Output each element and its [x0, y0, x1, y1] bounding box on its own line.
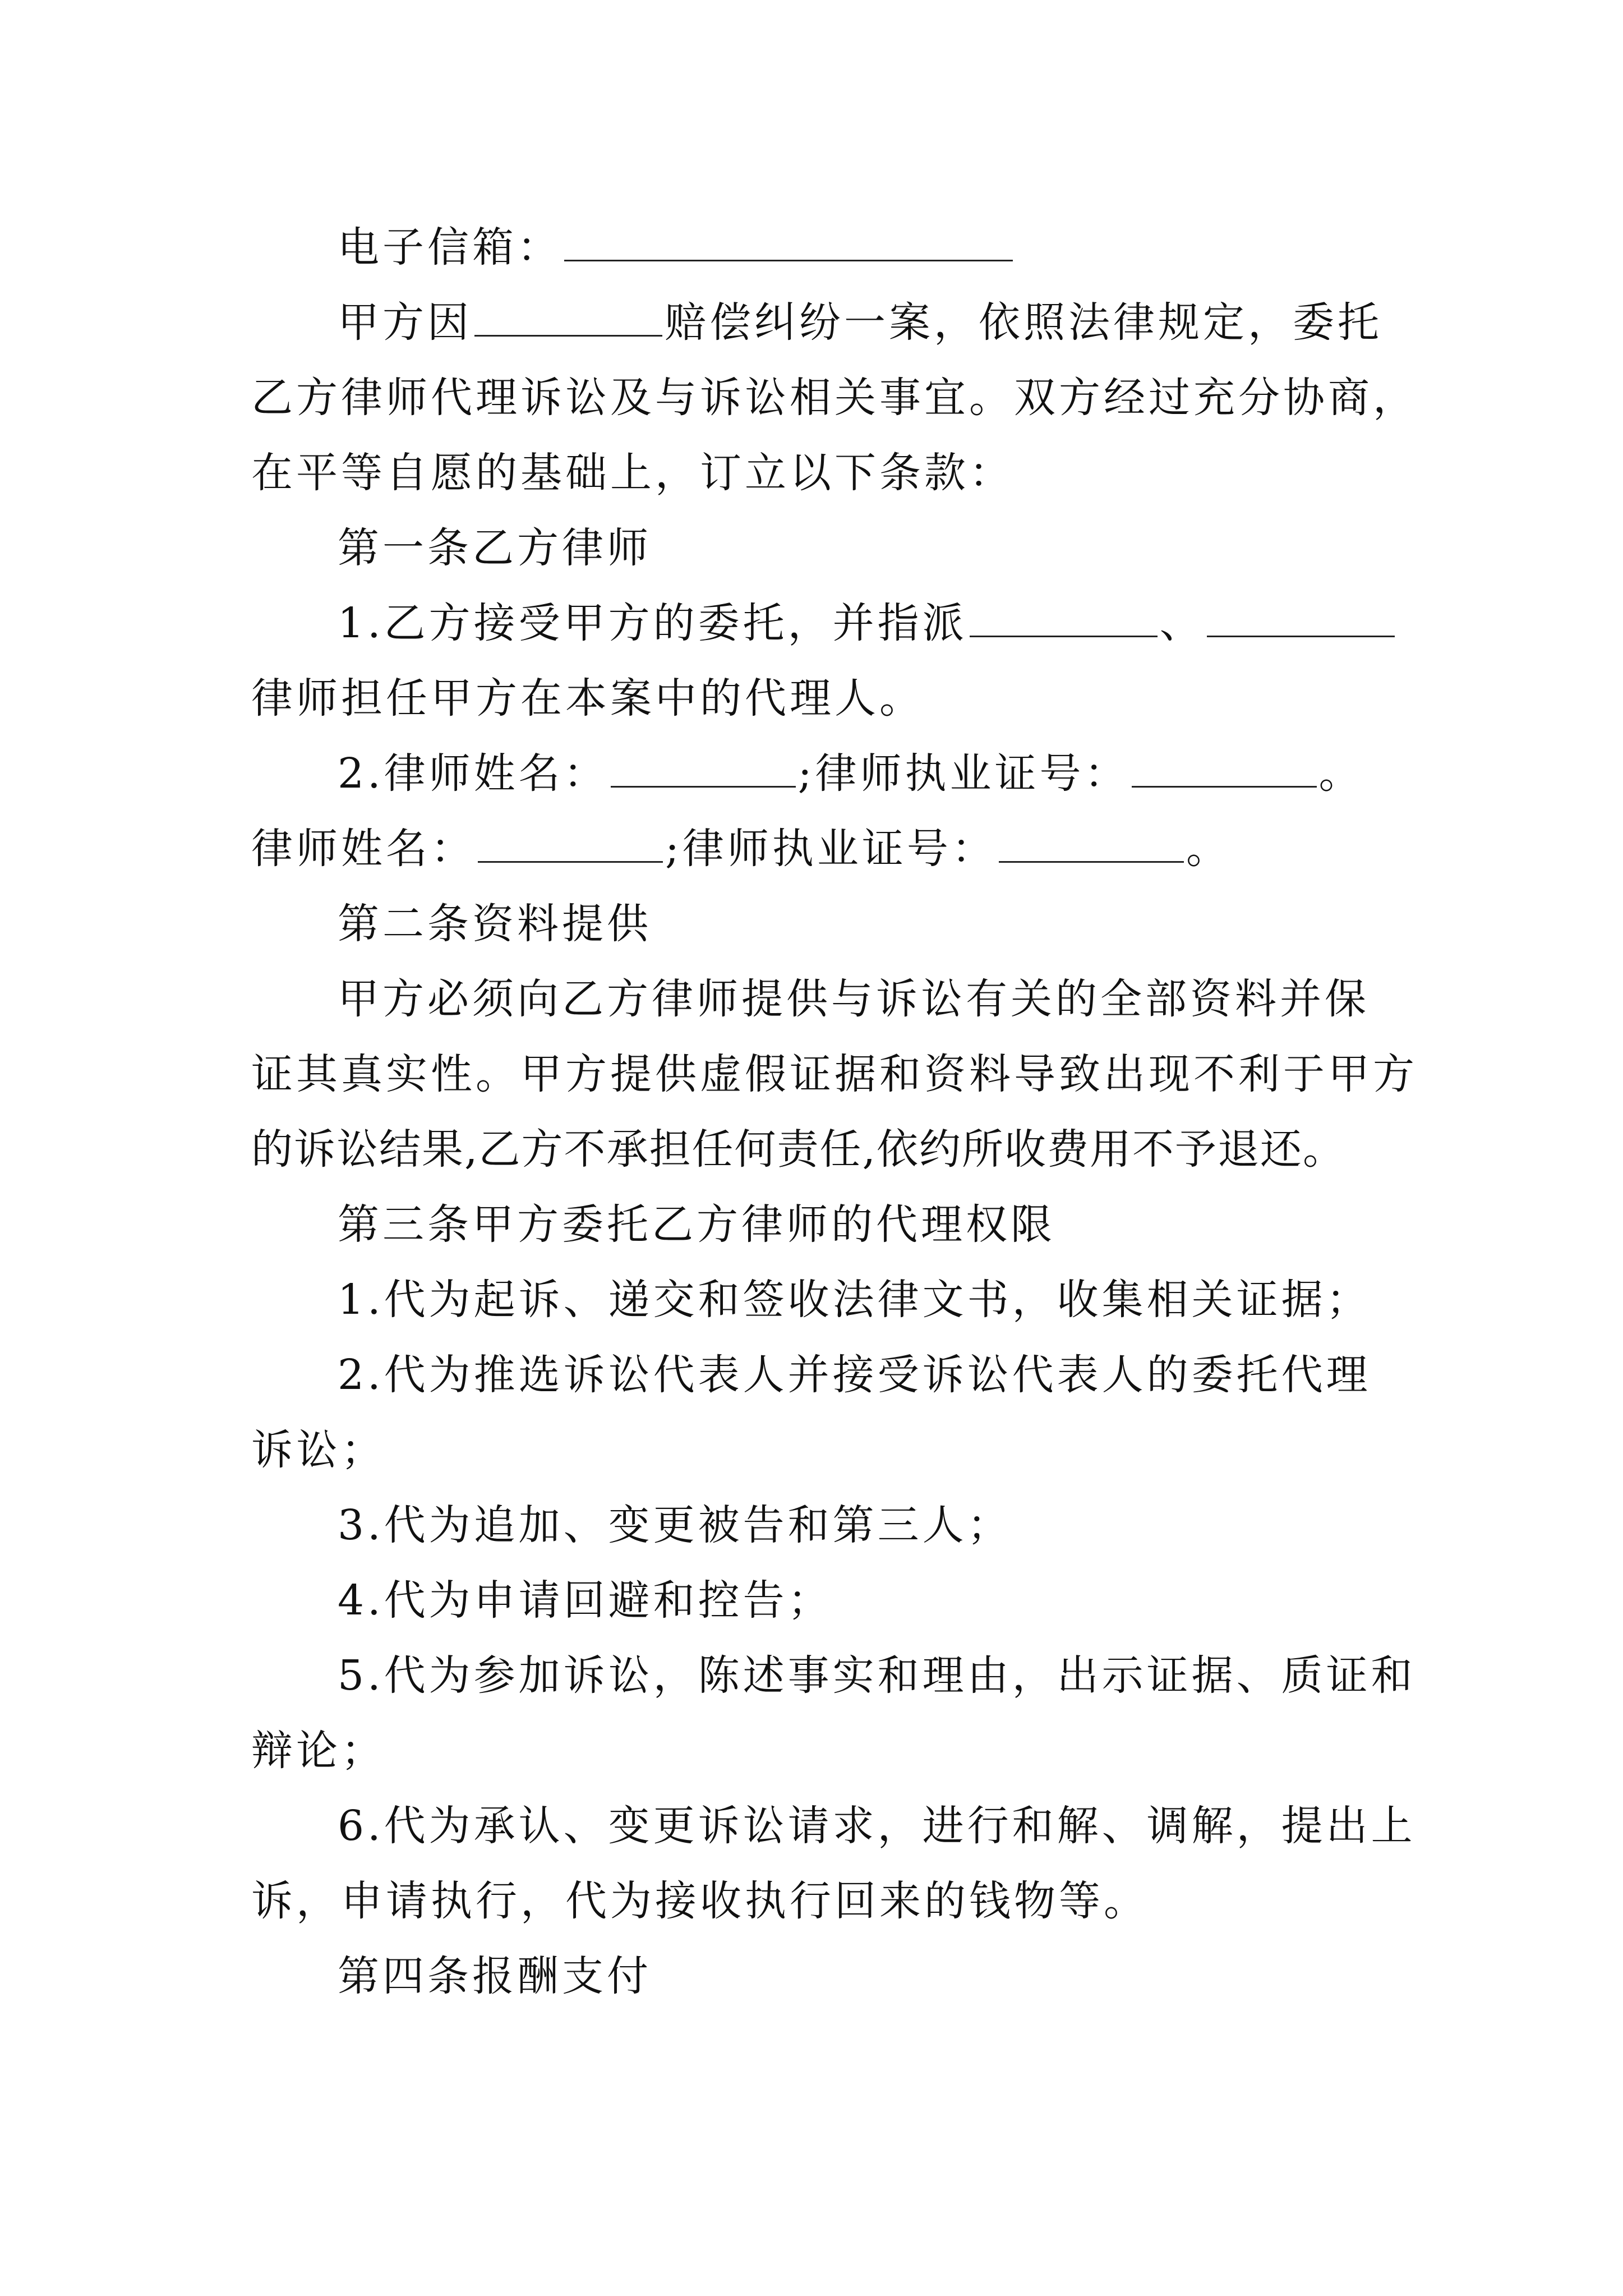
email-label: 电子信箱： [338, 223, 562, 272]
article-3-item-2 [338, 1344, 1371, 1406]
lawyer-name-blank-1 [611, 751, 796, 788]
dispute-type-blank [474, 300, 662, 337]
cert-blank-1 [1132, 751, 1317, 788]
article-1-item-1-cont [251, 668, 924, 729]
lawyer-name-label-2: 律师姓名： [251, 825, 476, 873]
intro-text-2: 乙方律师代理诉讼及与诉讼相关事宜。双方经过充分协商， [251, 374, 1418, 422]
article-1-item-2 [338, 743, 1364, 804]
lawyer-2-blank [1207, 601, 1395, 637]
article-2-title: 第二条资料提供 [338, 900, 652, 948]
intro-line-3 [251, 442, 1014, 504]
article-3-item-3-text: 3.代为追加、变更被告和第三人； [338, 1501, 1012, 1549]
cert-blank-2 [999, 826, 1184, 863]
article-4-title: 第四条报酬支付 [338, 1952, 652, 2000]
article-3-item-1-text: 1.代为起诉、递交和签收法律文书，收集相关证据； [338, 1276, 1371, 1324]
article-2-text-2: 证其真实性。甲方提供虚假证据和资料导致出现不利于甲方 [251, 1050, 1418, 1098]
article-3-heading [338, 1194, 1055, 1255]
article-1-heading [338, 517, 652, 579]
lawyer-name-label-1: 2.律师姓名： [338, 749, 608, 798]
cert-label-2: ;律师执业证号： [665, 825, 997, 873]
intro-line-2 [251, 367, 1418, 429]
article-3-item-2-text: 2.代为推选诉讼代表人并接受诉讼代表人的委托代理 [338, 1351, 1371, 1399]
article-1-item-1-text-cont: 律师担任甲方在本案中的代理人。 [251, 674, 924, 723]
period-2: 。 [1186, 825, 1231, 873]
article-3-item-3 [338, 1494, 1012, 1556]
article-3-item-5 [338, 1645, 1416, 1706]
article-3-item-1 [338, 1269, 1371, 1331]
article-2-line-1 [338, 968, 1370, 1030]
lawyer-1-blank [970, 601, 1158, 637]
email-line [338, 217, 1015, 278]
article-3-item-6-text: 6.代为承认、变更诉讼请求，进行和解、调解，提出上 [338, 1802, 1416, 1850]
article-3-item-5-text-cont: 辩论； [251, 1727, 386, 1775]
article-3-item-6 [338, 1795, 1416, 1857]
intro-text-3: 在平等自愿的基础上，订立以下条款： [251, 449, 1014, 497]
lawyer-name-blank-2 [478, 826, 663, 863]
intro-line-1 [338, 292, 1382, 353]
intro-text-b: 赔偿纠纷一案，依照法律规定，委托 [665, 298, 1382, 347]
article-2-text-3: 的诉讼结果,乙方不承担任何责任,依约所收费用不予退还。 [251, 1125, 1346, 1174]
article-3-item-6-cont [251, 1870, 1149, 1932]
article-2-line-3 [251, 1119, 1345, 1180]
article-3-item-5-text: 5.代为参加诉讼，陈述事实和理由，出示证据、质证和 [338, 1651, 1416, 1700]
article-4-heading [338, 1945, 652, 2007]
article-3-item-5-cont [251, 1720, 386, 1782]
article-3-item-4-text: 4.代为申请回避和控告； [338, 1576, 833, 1625]
article-3-item-2-text-cont: 诉讼； [251, 1426, 386, 1474]
email-blank [564, 225, 1013, 261]
article-1-title: 第一条乙方律师 [338, 524, 652, 572]
article-3-item-4 [338, 1570, 833, 1631]
period-1: 。 [1318, 749, 1364, 798]
intro-text-a: 甲方因 [338, 298, 472, 347]
cert-label-1: ;律师执业证号： [797, 749, 1129, 798]
article-2-line-2 [251, 1043, 1418, 1105]
article-1-item-1-text: 1.乙方接受甲方的委托，并指派 [338, 599, 967, 647]
separator: 、 [1159, 599, 1205, 647]
article-2-text-1: 甲方必须向乙方律师提供与诉讼有关的全部资料并保 [338, 975, 1370, 1023]
article-3-title: 第三条甲方委托乙方律师的代理权限 [338, 1200, 1055, 1249]
article-2-heading [338, 893, 652, 955]
article-3-item-2-cont [251, 1419, 386, 1481]
article-3-item-6-text-cont: 诉，申请执行，代为接收执行回来的钱物等。 [251, 1877, 1149, 1925]
article-1-item-1 [338, 592, 1397, 654]
article-1-item-3 [251, 818, 1231, 880]
